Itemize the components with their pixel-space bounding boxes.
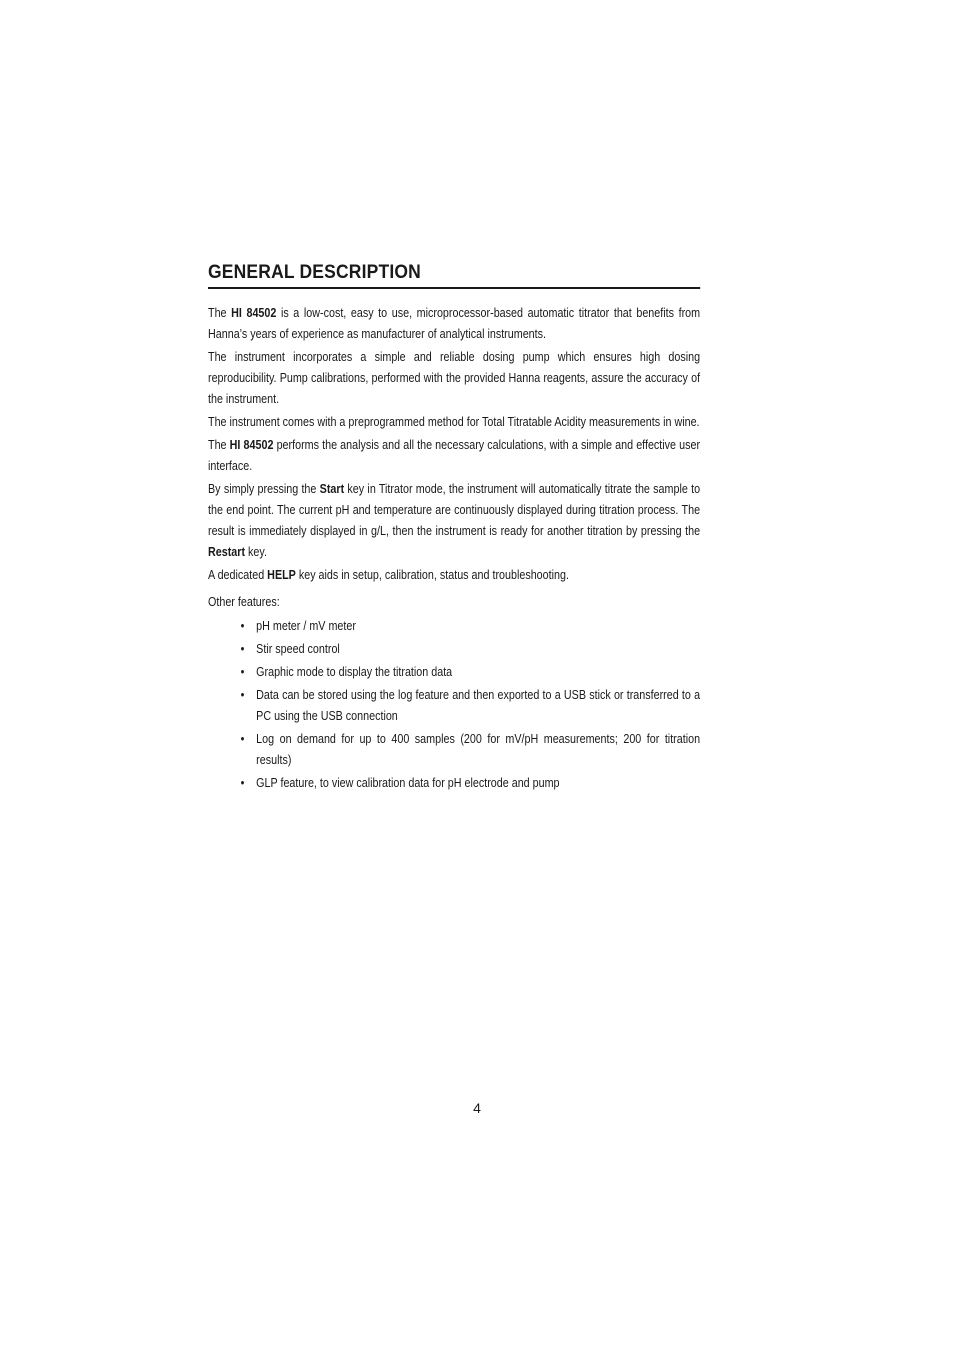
page-number: 4 xyxy=(473,1100,481,1116)
list-item-text: pH meter / mV meter xyxy=(256,619,356,633)
start-key-label: Start xyxy=(319,482,345,496)
bullet-icon: • xyxy=(240,776,245,790)
list-item-text: Graphic mode to display the titration data xyxy=(256,665,453,679)
body-text xyxy=(208,303,700,794)
model-name: HI 84502 xyxy=(229,438,274,452)
paragraph-help xyxy=(208,565,700,586)
bullet-icon: • xyxy=(240,619,245,633)
section-title: GENERAL DESCRIPTION xyxy=(208,262,700,289)
text-span: is a low-cost, easy to use, microprocessor-based automatic titrator that benefits from Hanna’s years of experience as manufacturer of analytical instruments. xyxy=(208,306,701,341)
help-key-label: HELP xyxy=(267,568,296,582)
text-span: performs the analysis and all the necessary calculations, with a simple and effective user interface. xyxy=(208,438,701,473)
paragraph-intro xyxy=(208,303,700,345)
bullet-icon: • xyxy=(240,688,245,702)
list-item xyxy=(241,729,700,771)
text-span: key. xyxy=(245,545,267,559)
text-span: key aids in setup, calibration, status and troubleshooting. xyxy=(295,568,569,582)
list-item xyxy=(241,639,700,660)
paragraph-pump: The instrument incorporates a simple and reliable dosing pump which ensures high dosing reproducibility. Pump calibrations, performed with the provided Hanna reagents, assure the accuracy of the instrument. xyxy=(208,350,701,406)
list-item-text: GLP feature, to view calibration data for pH electrode and pump xyxy=(256,776,560,790)
paragraph-analysis xyxy=(208,435,700,477)
features-list xyxy=(208,616,700,794)
bullet-icon: • xyxy=(240,642,245,656)
bullet-icon: • xyxy=(240,732,245,746)
bullet-icon: • xyxy=(240,665,245,679)
text-span: A dedicated xyxy=(208,568,268,582)
list-item xyxy=(241,773,700,794)
list-item-text: Data can be stored using the log feature and then exported to a USB stick or transferred to a PC using the USB connection xyxy=(256,688,701,723)
text-span: By simply pressing the xyxy=(208,482,320,496)
list-item xyxy=(241,662,700,683)
list-item-text: Log on demand for up to 400 samples (200 for mV/pH measurements; 200 for titration results) xyxy=(256,732,701,767)
paragraph-method: The instrument comes with a preprogrammed method for Total Titratable Acidity measurements in wine. xyxy=(208,415,700,429)
model-name: HI 84502 xyxy=(231,306,277,320)
features-label: Other features: xyxy=(208,595,280,609)
list-item xyxy=(241,616,700,637)
restart-key-label: Restart xyxy=(208,545,246,559)
text-span: key in Titrator mode, the instrument will automatically titrate the sample to the end point. The current pH and temperature are continuously displayed during titration process. The result is immediately displayed in g/L, then the instrument is ready for another titration by pressing the xyxy=(208,482,701,538)
list-item xyxy=(241,685,700,727)
list-item-text: Stir speed control xyxy=(256,642,340,656)
text-span: The xyxy=(208,438,230,452)
document-page xyxy=(208,262,700,796)
paragraph-start xyxy=(208,479,700,563)
text-span: The xyxy=(208,306,232,320)
